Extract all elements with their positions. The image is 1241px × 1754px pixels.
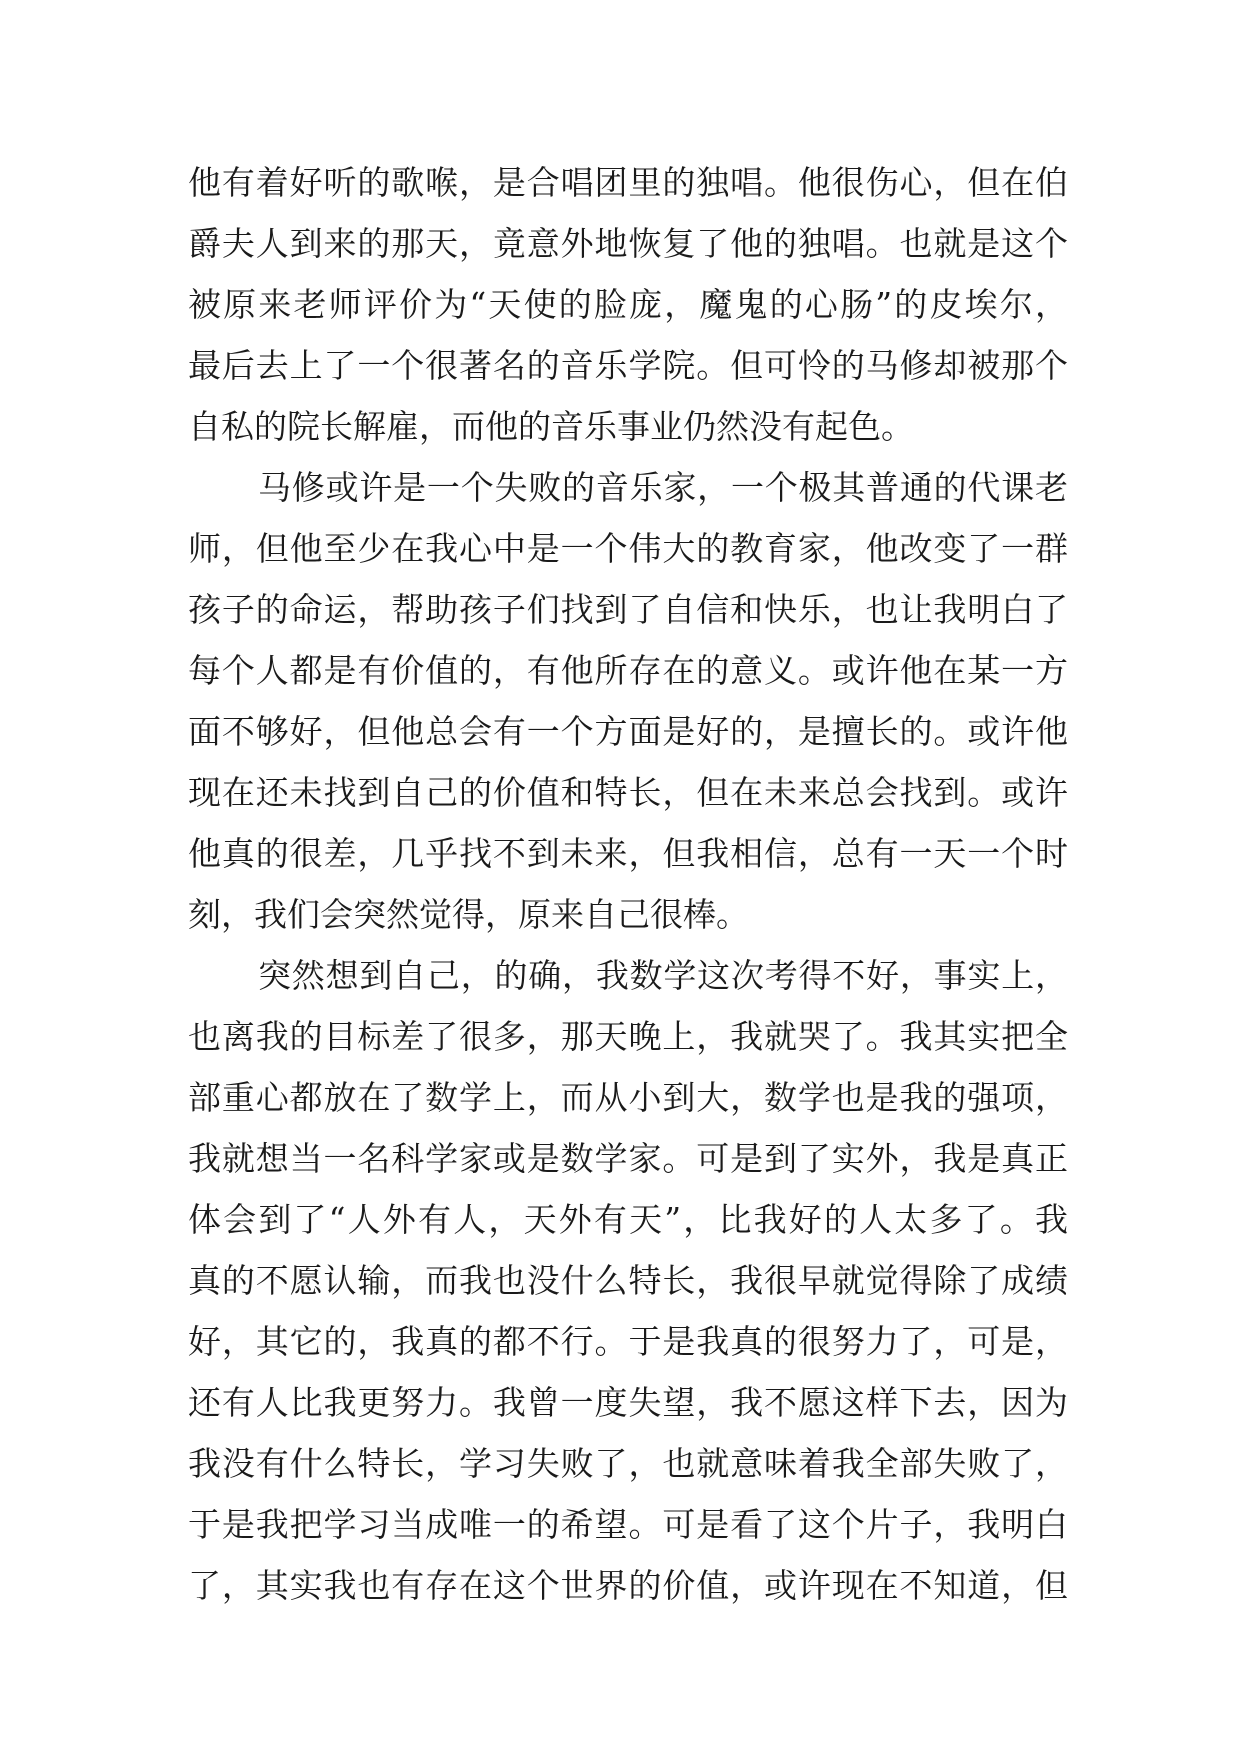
text-line: 最后去上了一个很著名的音乐学院。但可怜的马修却被那个 bbox=[188, 346, 1068, 385]
body-text bbox=[188, 152, 1068, 1616]
text-line: 师，但他至少在我心中是一个伟大的教育家，他改变了一群 bbox=[188, 529, 1068, 568]
text-line: 我就想当一名科学家或是数学家。可是到了实外，我是真正 bbox=[188, 1139, 1068, 1178]
text-line: 刻，我们会突然觉得，原来自己很棒。 bbox=[188, 895, 749, 934]
text-line: 爵夫人到来的那天，竟意外地恢复了他的独唱。也就是这个 bbox=[188, 224, 1068, 263]
paragraph-first-line: 马修或许是一个失败的音乐家，一个极其普通的代课老 bbox=[258, 468, 1068, 507]
text-line: 每个人都是有价值的，有他所存在的意义。或许他在某一方 bbox=[188, 651, 1068, 690]
paragraph-first-line: 突然想到自己，的确，我数学这次考得不好，事实上， bbox=[258, 956, 1068, 995]
text-line: 部重心都放在了数学上，而从小到大，数学也是我的强项， bbox=[188, 1078, 1068, 1117]
text-line: 好，其它的，我真的都不行。于是我真的很努力了，可是， bbox=[188, 1322, 1068, 1361]
text-line: 孩子的命运，帮助孩子们找到了自信和快乐，也让我明白了 bbox=[188, 590, 1068, 629]
text-line: 他真的很差，几乎找不到未来，但我相信，总有一天一个时 bbox=[188, 834, 1068, 873]
text-line: 他有着好听的歌喉，是合唱团里的独唱。他很伤心，但在伯 bbox=[188, 163, 1068, 202]
text-line: 也离我的目标差了很多，那天晚上，我就哭了。我其实把全 bbox=[188, 1017, 1068, 1056]
text-line: 被原来老师评价为“天使的脸庞，魔鬼的心肠”的皮埃尔， bbox=[188, 285, 1068, 324]
text-line: 现在还未找到自己的价值和特长，但在未来总会找到。或许 bbox=[188, 773, 1068, 812]
text-line: 了，其实我也有存在这个世界的价值，或许现在不知道，但 bbox=[188, 1566, 1068, 1605]
text-line: 我没有什么特长，学习失败了，也就意味着我全部失败了， bbox=[188, 1444, 1068, 1483]
text-line: 体会到了“人外有人，天外有天”，比我好的人太多了。我 bbox=[188, 1200, 1068, 1239]
text-line: 自私的院长解雇，而他的音乐事业仍然没有起色。 bbox=[188, 407, 914, 446]
text-line: 于是我把学习当成唯一的希望。可是看了这个片子，我明白 bbox=[188, 1505, 1068, 1544]
text-line: 面不够好，但他总会有一个方面是好的，是擅长的。或许他 bbox=[188, 712, 1068, 751]
text-line: 真的不愿认输，而我也没什么特长，我很早就觉得除了成绩 bbox=[188, 1261, 1068, 1300]
text-line: 还有人比我更努力。我曾一度失望，我不愿这样下去，因为 bbox=[188, 1383, 1068, 1422]
